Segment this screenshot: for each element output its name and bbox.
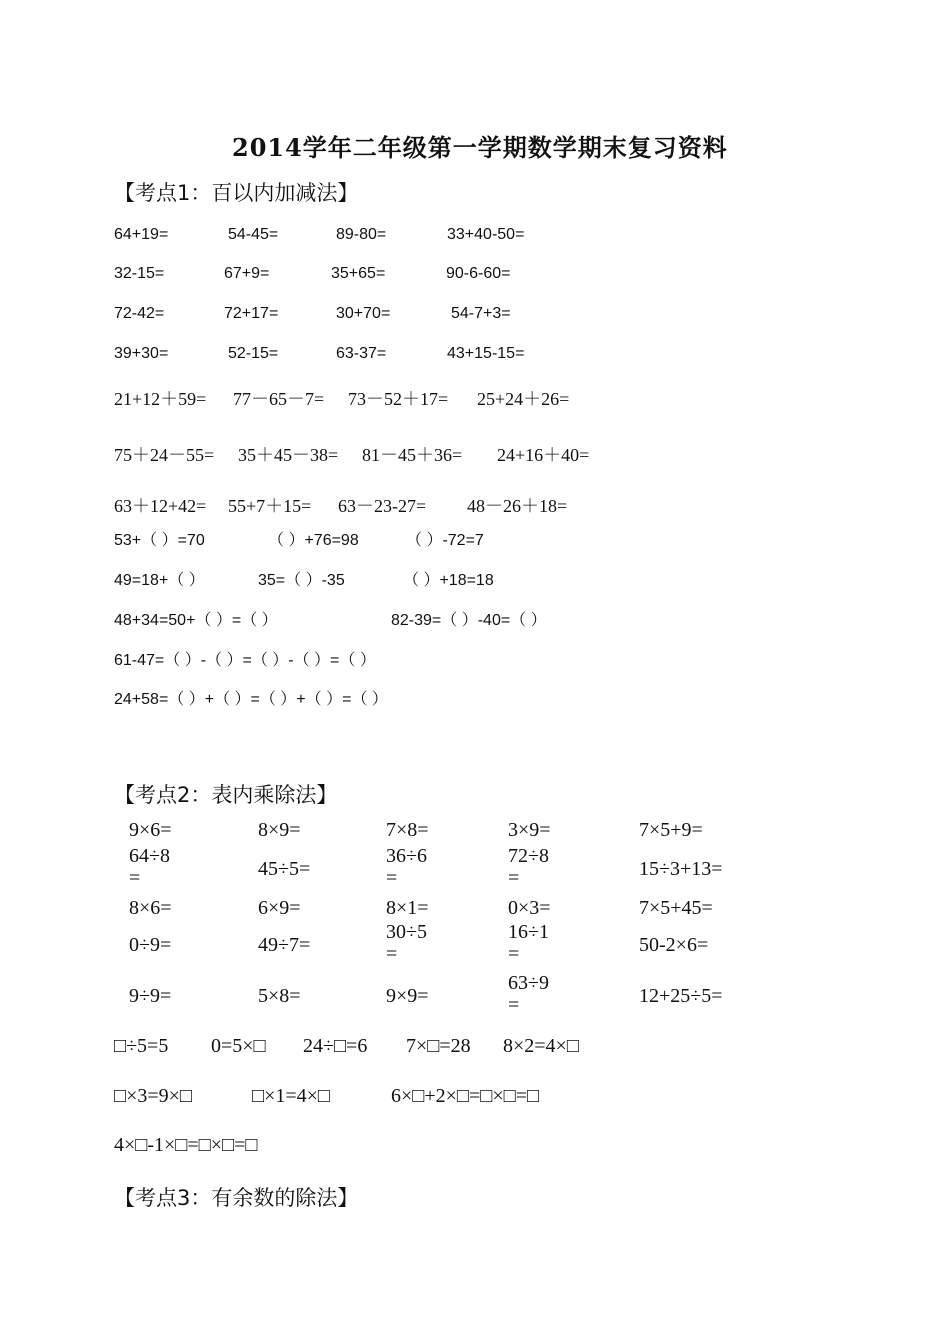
fill-blank-problem: 49=18+（ ） <box>114 572 205 589</box>
fill-blank-problem: 82-39=（ ）-40=（ ） <box>391 612 547 629</box>
problem: 52-15= <box>228 345 279 362</box>
grid-problem: 9×6= <box>129 819 172 841</box>
problem: 72+17= <box>224 305 279 322</box>
grid-problem: 9÷9= <box>129 985 172 1007</box>
problem: 43+15-15= <box>447 345 525 362</box>
fill-box-problem: 7×□=28 <box>406 1035 471 1057</box>
grid-problem: 63÷9 = <box>508 972 549 1016</box>
grid-problem: 64÷8 = <box>129 845 170 889</box>
grid-problem: 7×5+45= <box>639 897 713 919</box>
fill-blank-problem: （ ）+18=18 <box>403 572 494 589</box>
problem: 35+65= <box>331 265 386 282</box>
grid-problem: 6×9= <box>258 897 301 919</box>
problem: 48－26＋18= <box>467 496 568 516</box>
grid-problem: 49÷7= <box>258 934 311 956</box>
grid-problem: 0÷9= <box>129 934 172 956</box>
grid-problem: 7×8= <box>386 819 429 841</box>
grid-problem: 7×5+9= <box>639 819 703 841</box>
grid-problem: 45÷5= <box>258 858 311 880</box>
problem: 89-80= <box>336 226 387 243</box>
fill-box-problem: 8×2=4×□ <box>503 1035 579 1057</box>
problem: 54-45= <box>228 226 279 243</box>
fill-box-problem: 6×□+2×□=□×□=□ <box>391 1085 540 1107</box>
problem: 63-37= <box>336 345 387 362</box>
section-3-heading: 【考点3：有余数的除法】 <box>114 1186 359 1210</box>
fill-box-problem: 0=5×□ <box>211 1035 266 1057</box>
grid-problem: 12+25÷5= <box>639 985 723 1007</box>
fill-box-problem: □×1=4×□ <box>252 1085 330 1107</box>
problem: 63－23-27= <box>338 496 427 516</box>
fill-blank-problem: 48+34=50+（ ）=（ ） <box>114 612 278 629</box>
fill-blank-problem: 35=（ ）-35 <box>258 572 345 589</box>
fill-blank-problem: （ ）+76=98 <box>268 532 359 549</box>
problem: 63＋12+42= <box>114 496 207 516</box>
problem: 54-7+3= <box>451 305 511 322</box>
problem: 81－45＋36= <box>362 445 463 465</box>
grid-problem: 9×9= <box>386 985 429 1007</box>
grid-problem: 0×3= <box>508 897 551 919</box>
grid-problem: 8×6= <box>129 897 172 919</box>
problem: 24+16＋40= <box>497 445 590 465</box>
problem: 90-6-60= <box>446 265 511 282</box>
problem: 25+24＋26= <box>477 389 570 409</box>
fill-blank-problem: 61-47=（ ）-（ ）=（ ）-（ ）=（ ） <box>114 652 376 669</box>
problem: 39+30= <box>114 345 169 362</box>
grid-problem: 8×1= <box>386 897 429 919</box>
problem: 64+19= <box>114 226 169 243</box>
problem: 77－65－7= <box>233 389 325 409</box>
problem: 55+7＋15= <box>228 496 312 516</box>
grid-problem: 36÷6 = <box>386 845 427 889</box>
grid-problem: 3×9= <box>508 819 551 841</box>
fill-blank-problem: （ ）-72=7 <box>406 532 484 549</box>
problem: 33+40-50= <box>447 226 525 243</box>
grid-problem: 15÷3+13= <box>639 858 723 880</box>
fill-box-problem: □÷5=5 <box>114 1035 169 1057</box>
problem: 72-42= <box>114 305 165 322</box>
grid-problem: 8×9= <box>258 819 301 841</box>
section-1-heading: 【考点1：百以内加减法】 <box>114 181 359 205</box>
problem: 30+70= <box>336 305 391 322</box>
fill-box-problem: 4×□-1×□=□×□=□ <box>114 1134 258 1156</box>
grid-problem: 5×8= <box>258 985 301 1007</box>
problem: 21+12＋59= <box>114 389 207 409</box>
problem: 67+9= <box>224 265 270 282</box>
problem: 73－52＋17= <box>348 389 449 409</box>
fill-box-problem: 24÷□=6 <box>303 1035 368 1057</box>
problem: 32-15= <box>114 265 165 282</box>
grid-problem: 50-2×6= <box>639 934 709 956</box>
fill-blank-problem: 53+（ ）=70 <box>114 532 205 549</box>
fill-box-problem: □×3=9×□ <box>114 1085 192 1107</box>
problem: 75＋24－55= <box>114 445 215 465</box>
grid-problem: 72÷8 = <box>508 845 549 889</box>
fill-blank-problem: 24+58=（ ）+（ ）=（ ）+（ ）=（ ） <box>114 691 388 708</box>
section-2-heading: 【考点2：表内乘除法】 <box>114 783 338 807</box>
problem: 35＋45－38= <box>238 445 339 465</box>
grid-problem: 16÷1 = <box>508 921 549 965</box>
page-title: 2014学年二年级第一学期数学期末复习资料 <box>232 133 728 162</box>
grid-problem: 30÷5 = <box>386 921 427 965</box>
